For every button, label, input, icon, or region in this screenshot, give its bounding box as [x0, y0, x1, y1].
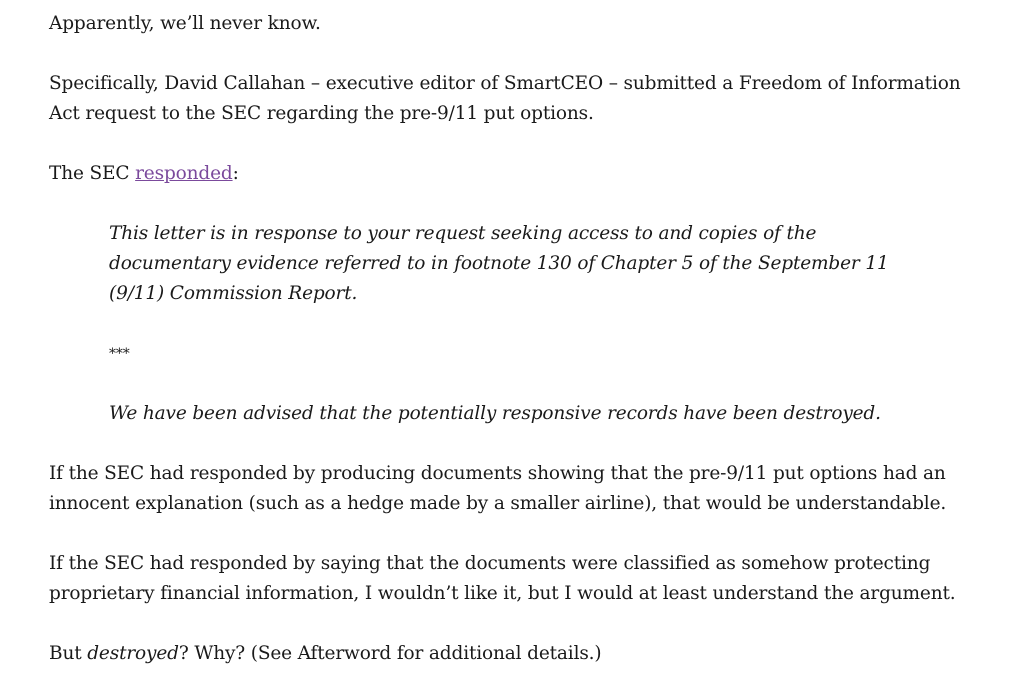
paragraph-innocent-explanation: If the SEC had responded by producing documents showing that the pre-9/11 put options had an innocent explanation (such as a hedge made by a smaller airline), that would be understandable.: [49, 463, 947, 514]
paragraph-foia-request: Specifically, David Callahan – executive editor of SmartCEO – submitted a Freedom of Information Act request to the SEC regarding the pre-9/11 put options.: [49, 73, 961, 124]
sec-responded-prefix: The SEC: [49, 163, 136, 184]
paragraph-but-destroyed: [49, 639, 979, 669]
paragraph-sec-responded: [49, 159, 979, 189]
sec-response-blockquote: [109, 219, 929, 429]
quote-letter-intro: This letter is in response to your request seeking access to and copies of the documentary evidence referred to in footnote 130 of Chapter 5 of the September 11 (9/11) Commission Report.: [109, 223, 889, 304]
quote-separator: ***: [109, 346, 130, 362]
sec-responded-suffix: :: [232, 163, 239, 184]
responded-link[interactable]: responded: [135, 163, 233, 184]
but-prefix: But: [49, 643, 88, 664]
why-afterword-text: ? Why? (See Afterword for additional details.): [178, 643, 602, 664]
paragraph-classified-argument: If the SEC had responded by saying that the documents were classified as somehow protecting proprietary financial information, I wouldn’t like it, but I would at least understand the argument.: [49, 553, 956, 604]
destroyed-emphasis: destroyed: [87, 643, 179, 664]
quote-records-destroyed: We have been advised that the potentially responsive records have been destroyed.: [109, 403, 881, 424]
paragraph-never-know: Apparently, we’ll never know.: [49, 13, 321, 34]
